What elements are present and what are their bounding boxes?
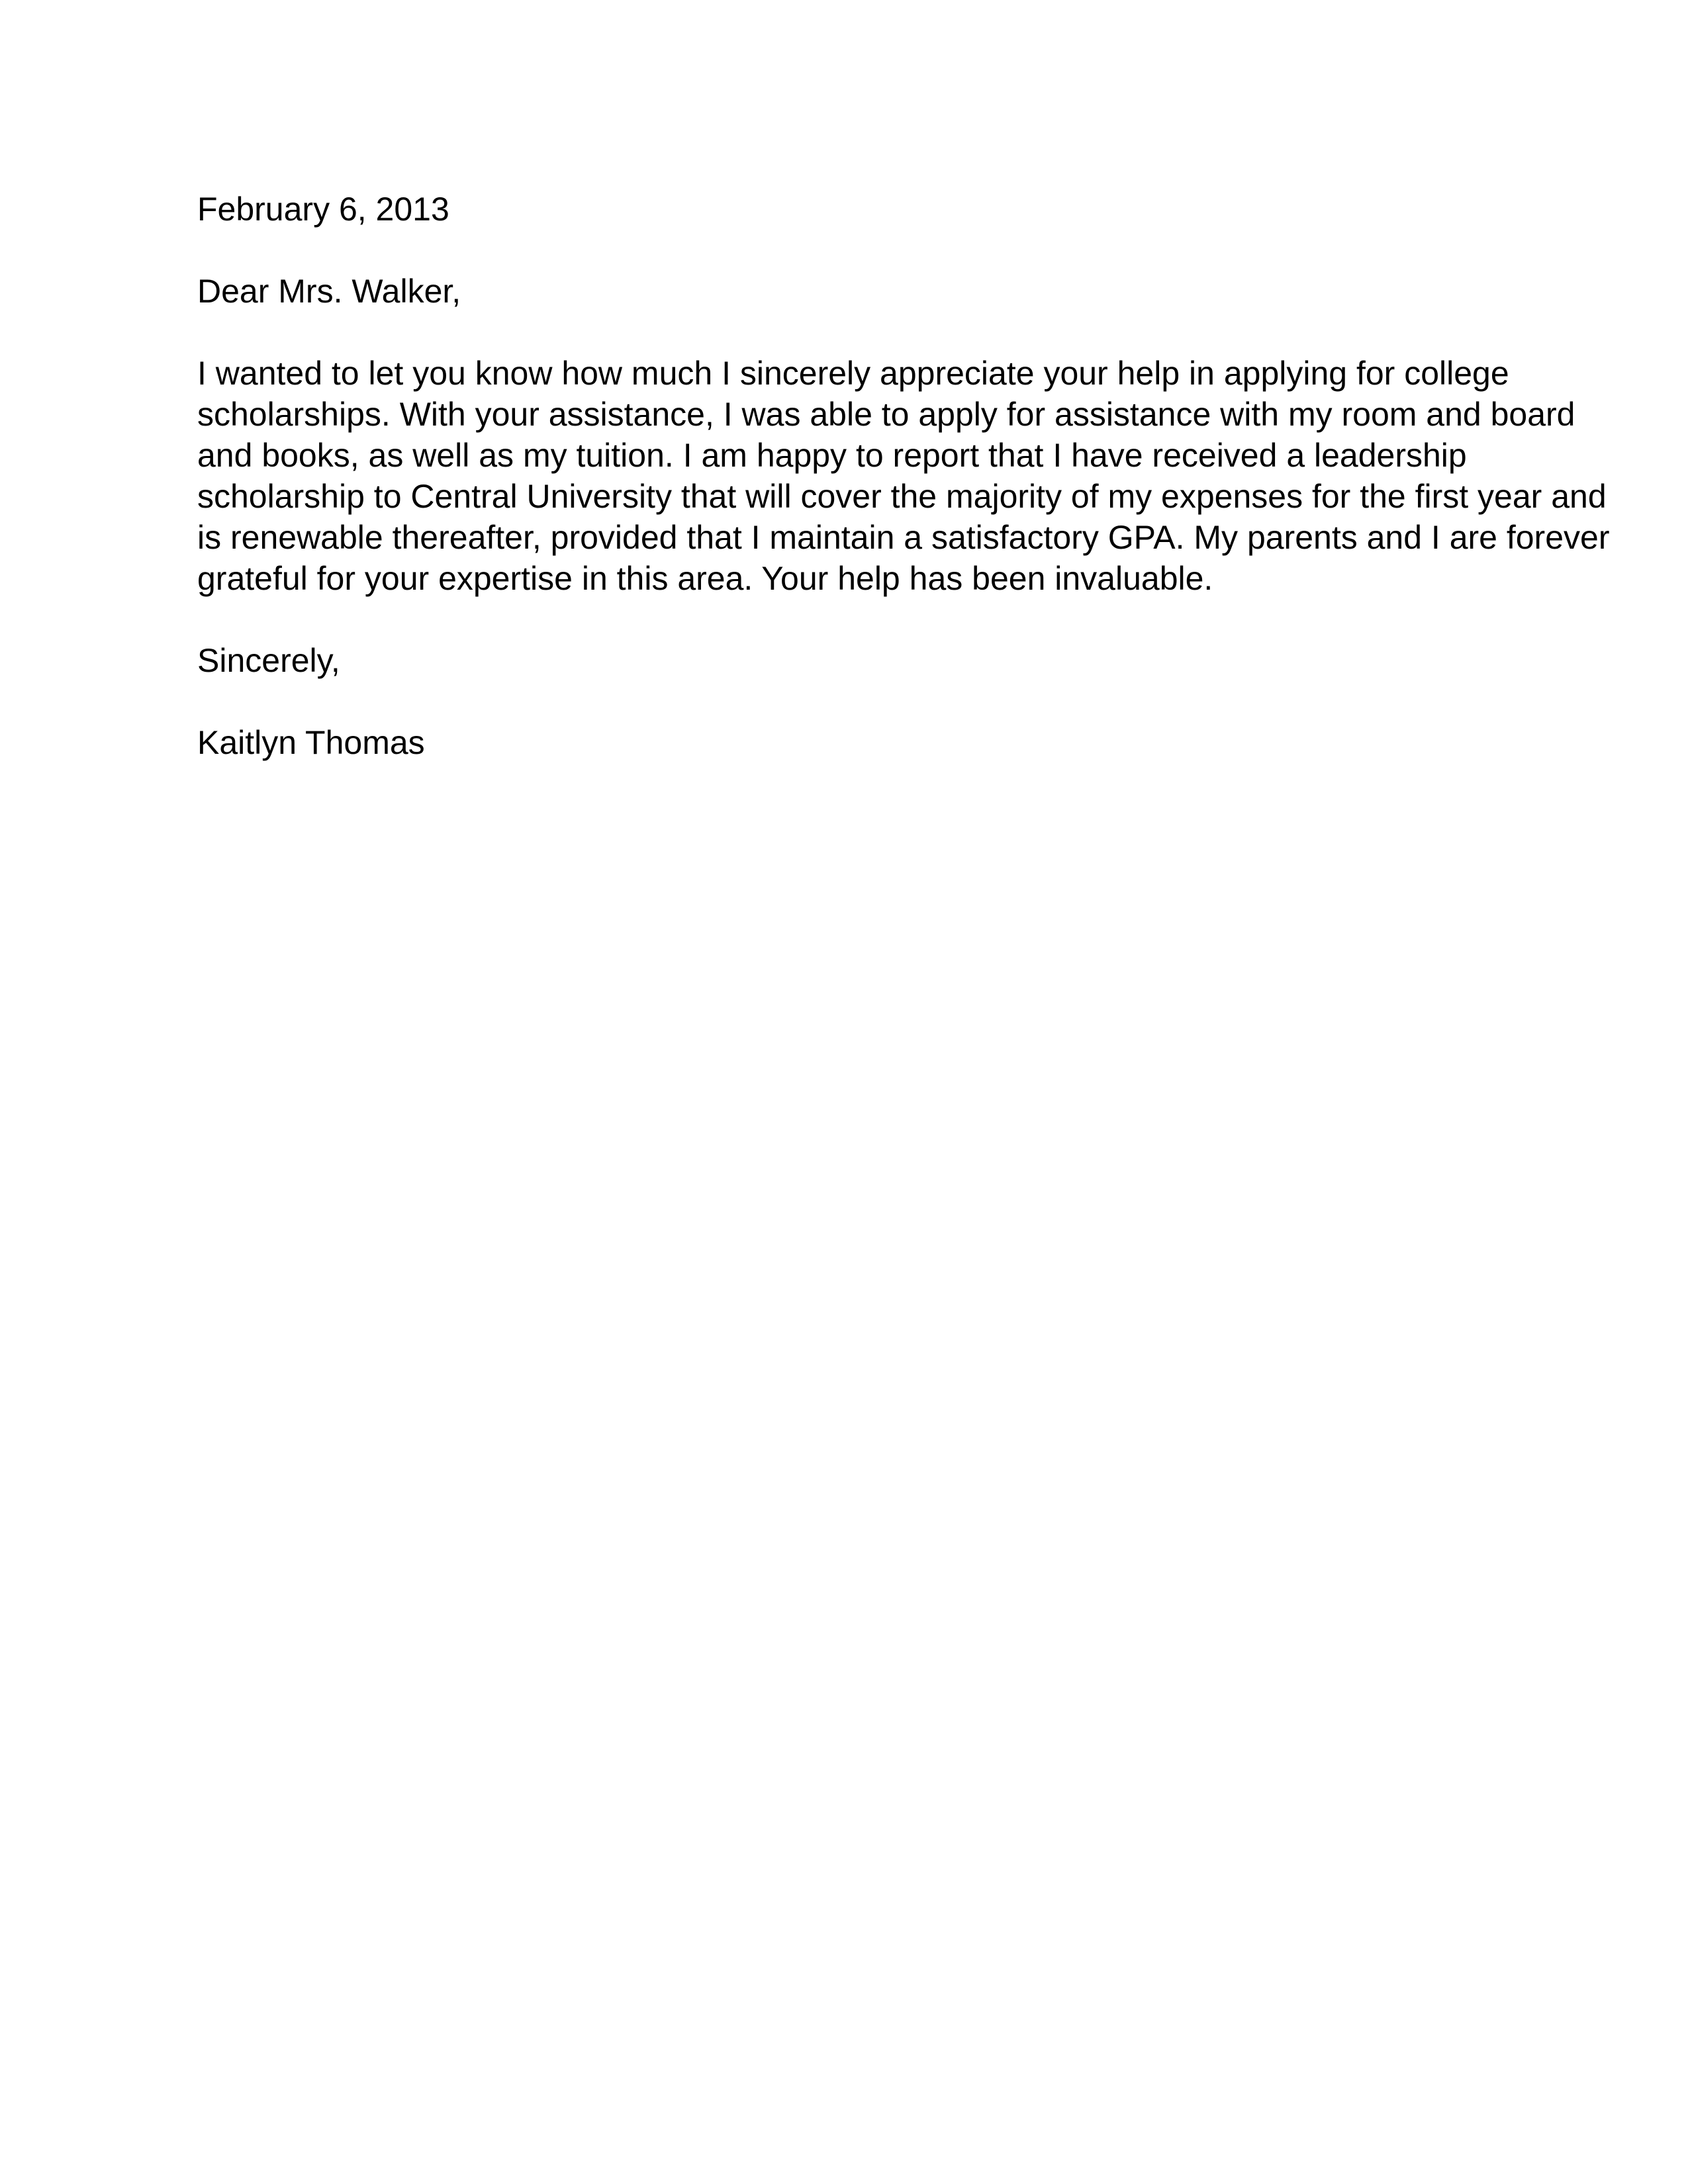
body-line: grateful for your expertise in this area. Your help has been invaluable. (197, 560, 1213, 597)
body-line: scholarships. With your assistance, I was able to apply for assistance with my room and board (197, 396, 1575, 433)
body-line: I wanted to let you know how much I sincerely appreciate your help in applying for college (197, 355, 1509, 392)
body-line: is renewable thereafter, provided that I maintain a satisfactory GPA. My parents and I are forever (197, 519, 1610, 556)
letter-date: February 6, 2013 (197, 191, 449, 228)
letter-body (197, 353, 1610, 599)
spacer (197, 681, 1548, 722)
body-line: scholarship to Central University that will cover the majority of my expenses for the first year and (197, 478, 1607, 515)
letter-signature: Kaitlyn Thomas (197, 724, 425, 761)
letter-salutation: Dear Mrs. Walker, (197, 273, 461, 310)
letter-closing: Sincerely, (197, 642, 340, 679)
spacer (197, 599, 1548, 640)
body-line: and books, as well as my tuition. I am happy to report that I have received a leadership (197, 437, 1467, 474)
letter-content (197, 189, 1610, 763)
spacer (197, 312, 1548, 353)
spacer (197, 230, 1548, 271)
